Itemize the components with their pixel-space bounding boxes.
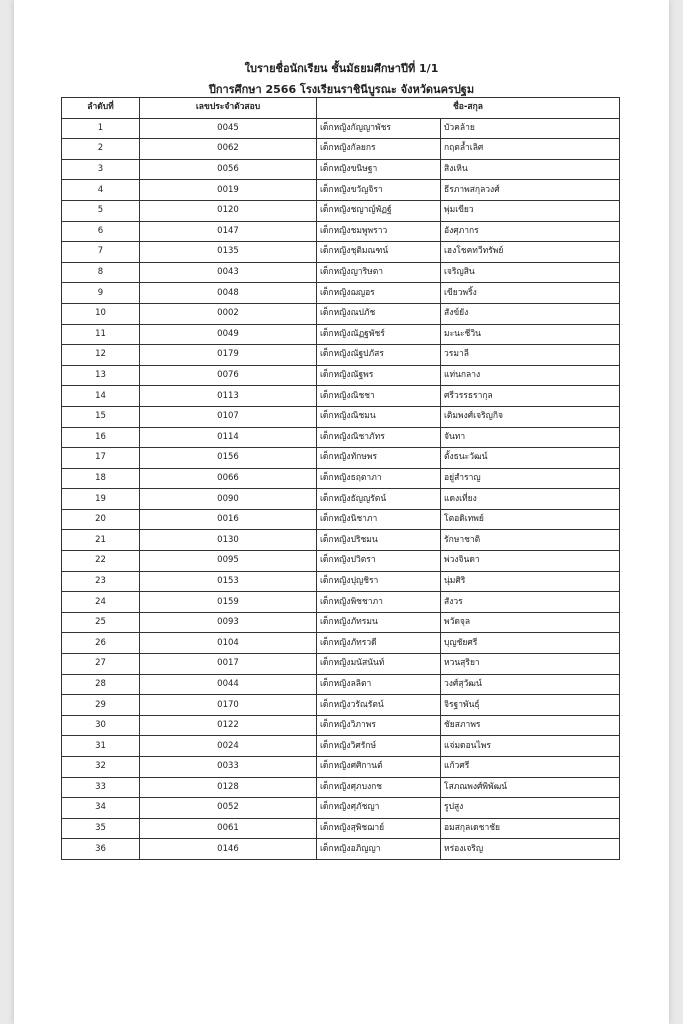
student-last-name: รักษาชาติ [441, 530, 620, 551]
student-last-name: สังข์ยัง [441, 303, 620, 324]
student-last-name: ศรีวรรธรากุล [441, 386, 620, 407]
student-first-name: เด็กหญิงณิชาภัทร [317, 427, 441, 448]
student-first-name: เด็กหญิงพิชชาภา [317, 592, 441, 613]
student-number: 5 [62, 200, 140, 221]
student-last-name: เจริญสิน [441, 262, 620, 283]
table-row [62, 324, 620, 345]
student-number: 26 [62, 633, 140, 654]
student-exam-id: 0156 [140, 448, 317, 469]
header-name: ชื่อ-สกุล [317, 98, 620, 119]
student-last-name: โตอดิเทพย์ [441, 509, 620, 530]
student-number: 30 [62, 715, 140, 736]
student-first-name: เด็กหญิงณิชชา [317, 386, 441, 407]
table-row [62, 139, 620, 160]
student-number: 33 [62, 777, 140, 798]
student-roster-table [61, 97, 620, 860]
student-number: 10 [62, 303, 140, 324]
student-first-name: เด็กหญิงณปภัช [317, 303, 441, 324]
student-first-name: เด็กหญิงกัลยกร [317, 139, 441, 160]
student-exam-id: 0049 [140, 324, 317, 345]
table-row [62, 448, 620, 469]
student-number: 6 [62, 221, 140, 242]
table-row [62, 283, 620, 304]
table-row [62, 551, 620, 572]
student-number: 13 [62, 365, 140, 386]
student-exam-id: 0090 [140, 489, 317, 510]
student-first-name: เด็กหญิงธัญญรัตน์ [317, 489, 441, 510]
student-number: 35 [62, 818, 140, 839]
student-number: 11 [62, 324, 140, 345]
student-first-name: เด็กหญิงญาริษตา [317, 262, 441, 283]
student-number: 3 [62, 159, 140, 180]
table-row [62, 489, 620, 510]
student-first-name: เด็กหญิงณัฏฐพัชร์ [317, 324, 441, 345]
student-first-name: เด็กหญิงณัฐปภัสร [317, 345, 441, 366]
student-number: 15 [62, 406, 140, 427]
table-row [62, 695, 620, 716]
header-number: ลำดับที่ [62, 98, 140, 119]
table-row [62, 530, 620, 551]
table-row [62, 757, 620, 778]
student-last-name: วงศ์สุวัฒน์ [441, 674, 620, 695]
table-row [62, 221, 620, 242]
student-number: 12 [62, 345, 140, 366]
student-exam-id: 0179 [140, 345, 317, 366]
student-last-name: จันทา [441, 427, 620, 448]
table-row [62, 654, 620, 675]
student-last-name: บัวคล้าย [441, 118, 620, 139]
student-last-name: โสภณพงศ์พิพัฒน์ [441, 777, 620, 798]
table-row [62, 118, 620, 139]
student-exam-id: 0128 [140, 777, 317, 798]
student-last-name: พ่วงจินดา [441, 551, 620, 572]
table-row [62, 777, 620, 798]
student-last-name: แดงเที่ยง [441, 489, 620, 510]
student-first-name: เด็กหญิงธฤตาภา [317, 468, 441, 489]
student-number: 17 [62, 448, 140, 469]
student-number: 32 [62, 757, 140, 778]
student-last-name: หวนสุริยา [441, 654, 620, 675]
student-first-name: เด็กหญิงศุภัชญา [317, 798, 441, 819]
student-last-name: สังวร [441, 592, 620, 613]
student-number: 1 [62, 118, 140, 139]
student-exam-id: 0159 [140, 592, 317, 613]
student-exam-id: 0062 [140, 139, 317, 160]
student-first-name: เด็กหญิงภัทรวดี [317, 633, 441, 654]
student-last-name: นุ่มศิริ [441, 571, 620, 592]
student-first-name: เด็กหญิงชญาญ์พัฏฐ์ [317, 200, 441, 221]
student-first-name: เด็กหญิงปุญชิรา [317, 571, 441, 592]
table-row [62, 180, 620, 201]
student-exam-id: 0114 [140, 427, 317, 448]
student-number: 20 [62, 509, 140, 530]
student-exam-id: 0048 [140, 283, 317, 304]
student-number: 29 [62, 695, 140, 716]
student-exam-id: 0024 [140, 736, 317, 757]
student-exam-id: 0061 [140, 818, 317, 839]
student-exam-id: 0016 [140, 509, 317, 530]
student-number: 21 [62, 530, 140, 551]
table-row [62, 592, 620, 613]
document-page [14, 0, 669, 1024]
table-row [62, 674, 620, 695]
student-exam-id: 0045 [140, 118, 317, 139]
student-first-name: เด็กหญิงทักษพร [317, 448, 441, 469]
student-number: 4 [62, 180, 140, 201]
student-last-name: แท่นกลาง [441, 365, 620, 386]
header-exam-id: เลขประจำตัวสอบ [140, 98, 317, 119]
student-last-name: อังศุภากร [441, 221, 620, 242]
student-first-name: เด็กหญิงลลิตา [317, 674, 441, 695]
student-exam-id: 0066 [140, 468, 317, 489]
student-exam-id: 0019 [140, 180, 317, 201]
student-last-name: ชัยสภาพร [441, 715, 620, 736]
student-last-name: จิรฐาพันธุ์ [441, 695, 620, 716]
student-exam-id: 0113 [140, 386, 317, 407]
table-row [62, 839, 620, 860]
student-exam-id: 0033 [140, 757, 317, 778]
table-body [62, 118, 620, 859]
table-row [62, 365, 620, 386]
student-exam-id: 0170 [140, 695, 317, 716]
table-row [62, 406, 620, 427]
table-row [62, 345, 620, 366]
student-first-name: เด็กหญิงมนัสนันท์ [317, 654, 441, 675]
student-number: 36 [62, 839, 140, 860]
student-exam-id: 0076 [140, 365, 317, 386]
student-last-name: ธีรภาพสกุลวงศ์ [441, 180, 620, 201]
student-last-name: เขียวพริ้ง [441, 283, 620, 304]
student-last-name: แก้วศรี [441, 757, 620, 778]
table-row [62, 427, 620, 448]
table-row [62, 386, 620, 407]
table-row [62, 468, 620, 489]
student-number: 28 [62, 674, 140, 695]
student-number: 7 [62, 242, 140, 263]
table-row [62, 612, 620, 633]
student-last-name: บุญชัยศรี [441, 633, 620, 654]
document-subtitle: ปีการศึกษา 2566 โรงเรียนราชินีบูรณะ จังหวัดนครปฐม [208, 83, 475, 96]
student-exam-id: 0153 [140, 571, 317, 592]
student-first-name: เด็กหญิงณิชมน [317, 406, 441, 427]
student-number: 22 [62, 551, 140, 572]
student-last-name: วรมาลี [441, 345, 620, 366]
table-row [62, 633, 620, 654]
student-first-name: เด็กหญิงอภิญญา [317, 839, 441, 860]
student-exam-id: 0093 [140, 612, 317, 633]
table-row [62, 571, 620, 592]
student-last-name: หร่องเจริญ [441, 839, 620, 860]
table-row [62, 798, 620, 819]
student-exam-id: 0135 [140, 242, 317, 263]
table-header-row [62, 98, 620, 119]
student-number: 27 [62, 654, 140, 675]
table-row [62, 818, 620, 839]
student-number: 8 [62, 262, 140, 283]
table-row [62, 715, 620, 736]
student-number: 34 [62, 798, 140, 819]
student-exam-id: 0095 [140, 551, 317, 572]
student-first-name: เด็กหญิงวิภาพร [317, 715, 441, 736]
student-number: 16 [62, 427, 140, 448]
student-first-name: เด็กหญิงขนิษฐา [317, 159, 441, 180]
student-exam-id: 0146 [140, 839, 317, 860]
student-last-name: พวัดจุล [441, 612, 620, 633]
table-row [62, 303, 620, 324]
student-exam-id: 0044 [140, 674, 317, 695]
student-exam-id: 0052 [140, 798, 317, 819]
student-last-name: ตั้งธนะวัฒน์ [441, 448, 620, 469]
table-row [62, 200, 620, 221]
student-number: 31 [62, 736, 140, 757]
document-title: ใบรายชื่อนักเรียน ชั้นมัธยมศึกษาปีที่ 1/1 [244, 62, 439, 75]
table-row [62, 509, 620, 530]
student-first-name: เด็กหญิงฌญอร [317, 283, 441, 304]
student-exam-id: 0130 [140, 530, 317, 551]
student-first-name: เด็กหญิงณัฐพร [317, 365, 441, 386]
student-last-name: สิงเหิน [441, 159, 620, 180]
student-number: 24 [62, 592, 140, 613]
student-first-name: เด็กหญิงวรัณรัตน์ [317, 695, 441, 716]
student-first-name: เด็กหญิงขวัญจิรา [317, 180, 441, 201]
student-number: 19 [62, 489, 140, 510]
student-first-name: เด็กหญิงปวิตรา [317, 551, 441, 572]
student-last-name: อยู่สำราญ [441, 468, 620, 489]
student-last-name: เฮงโชคทวีทรัพย์ [441, 242, 620, 263]
student-first-name: เด็กหญิงชมพูพราว [317, 221, 441, 242]
student-exam-id: 0056 [140, 159, 317, 180]
table-row [62, 159, 620, 180]
student-number: 18 [62, 468, 140, 489]
student-first-name: เด็กหญิงภัทรมน [317, 612, 441, 633]
student-first-name: เด็กหญิงนิชาภา [317, 509, 441, 530]
student-first-name: เด็กหญิงวิศรักษ์ [317, 736, 441, 757]
student-exam-id: 0120 [140, 200, 317, 221]
student-first-name: เด็กหญิงศศิกานต์ [317, 757, 441, 778]
student-last-name: พุ่มเขียว [441, 200, 620, 221]
student-last-name: เติมพงศ์เจริญกิจ [441, 406, 620, 427]
student-last-name: อมสกุลเดชาชัย [441, 818, 620, 839]
student-number: 23 [62, 571, 140, 592]
student-exam-id: 0043 [140, 262, 317, 283]
table-row [62, 242, 620, 263]
student-number: 25 [62, 612, 140, 633]
student-number: 14 [62, 386, 140, 407]
student-last-name: กฤตล้ำเลิศ [441, 139, 620, 160]
student-last-name: แจ่มดอนไพร [441, 736, 620, 757]
student-first-name: เด็กหญิงสุพิชฌาย์ [317, 818, 441, 839]
student-last-name: รูปสูง [441, 798, 620, 819]
student-last-name: มะนะชีวิน [441, 324, 620, 345]
student-exam-id: 0122 [140, 715, 317, 736]
student-exam-id: 0017 [140, 654, 317, 675]
student-first-name: เด็กหญิงศุภบงกช [317, 777, 441, 798]
student-exam-id: 0104 [140, 633, 317, 654]
student-first-name: เด็กหญิงปริชมน [317, 530, 441, 551]
student-first-name: เด็กหญิงชุติมณฑน์ [317, 242, 441, 263]
student-exam-id: 0107 [140, 406, 317, 427]
student-exam-id: 0002 [140, 303, 317, 324]
student-exam-id: 0147 [140, 221, 317, 242]
table-row [62, 736, 620, 757]
student-number: 2 [62, 139, 140, 160]
table-row [62, 262, 620, 283]
student-number: 9 [62, 283, 140, 304]
student-first-name: เด็กหญิงกัญญาพัชร [317, 118, 441, 139]
